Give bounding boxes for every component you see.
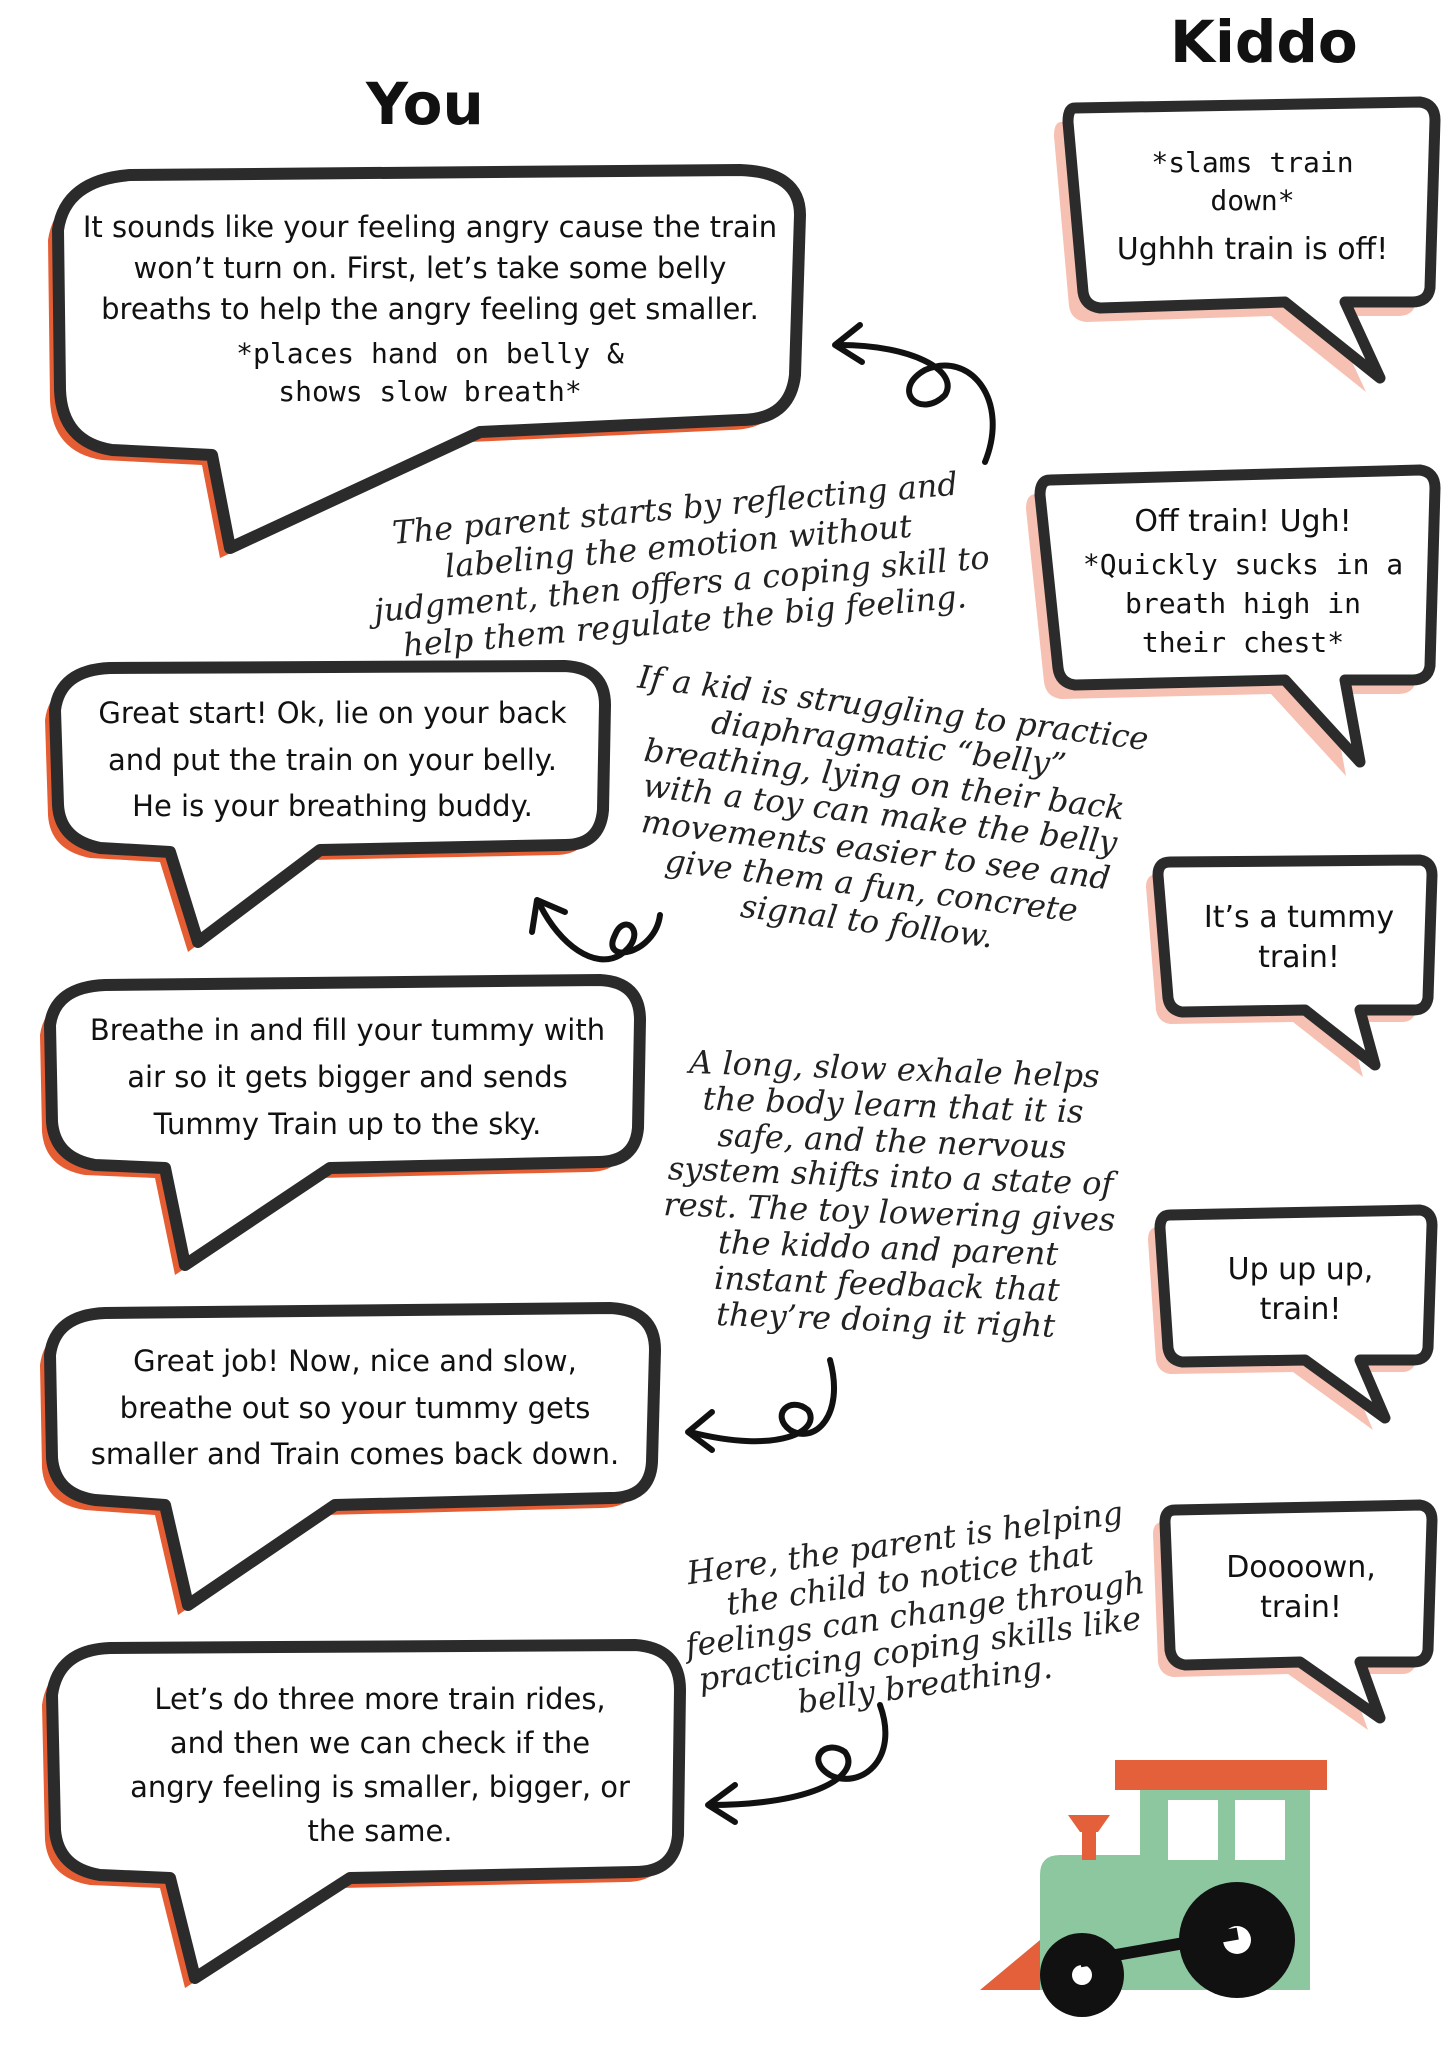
you-bubble-1-action: *places hand on belly & shows slow breath*	[236, 337, 624, 408]
kiddo-bubble-1-action: *slams train down*	[1151, 145, 1354, 217]
kiddo-bubble-2-action: *Quickly sucks in a breath high in their chest*	[1082, 548, 1404, 659]
kiddo-bubble-2-text: Off train! Ugh!	[1134, 503, 1352, 539]
you-bubble-1-text: It sounds like your feeling angry cause the train won’t turn on. First, let’s take some belly breaths to help the angry feeling get smaller.	[82, 210, 778, 326]
note-4: Here, the parent is helping the child to notice that feelings can change through practicing coping skills like belly breathing.	[682, 1493, 1147, 1722]
train-icon	[980, 1760, 1327, 2017]
you-bubble-3-text: Breathe in and fill your tummy with air so it gets bigger and sends Tummy Train up to the sky.	[89, 1013, 606, 1141]
you-heading: You	[366, 70, 484, 138]
you-bubble-5-text: Let’s do three more train rides, and then we can check if the angry feeling is smaller, bigger, or the same.	[130, 1681, 630, 1849]
kiddo-heading: Kiddo	[1170, 8, 1358, 76]
kiddo-bubble-1-text: Ughhh train is off!	[1116, 231, 1389, 267]
kiddo-bubble-4-text: Up up up, train!	[1227, 1251, 1374, 1327]
kiddo-bubble-5-text: Doooown, train!	[1226, 1549, 1376, 1625]
you-bubble-4-text: Great job! Now, nice and slow, breathe out so your tummy gets smaller and Train comes back down.	[90, 1343, 620, 1472]
kiddo-bubble-3-text: It’s a tummy train!	[1203, 899, 1395, 975]
note-1: The parent starts by reflecting and labeling the emotion without judgment, then offers a coping skill to help them regulate the big feeling.	[372, 464, 991, 665]
note-2: If a kid is struggling to practice diaphragmatic “belly” breathing, lying on their back with a toy can make the belly movements easier to see and give them a fun, concrete signal to follow.	[635, 657, 1151, 956]
you-bubble-2-text: Great start! Ok, lie on your back and put the train on your belly. He is your breathing buddy.	[98, 695, 567, 824]
note-3: A long, slow exhale helps the body learn that it is safe, and the nervous system shifts into a state of rest. The toy lowering gives the kiddo and parent instant feedback that they’re doing it right	[662, 1042, 1116, 1345]
